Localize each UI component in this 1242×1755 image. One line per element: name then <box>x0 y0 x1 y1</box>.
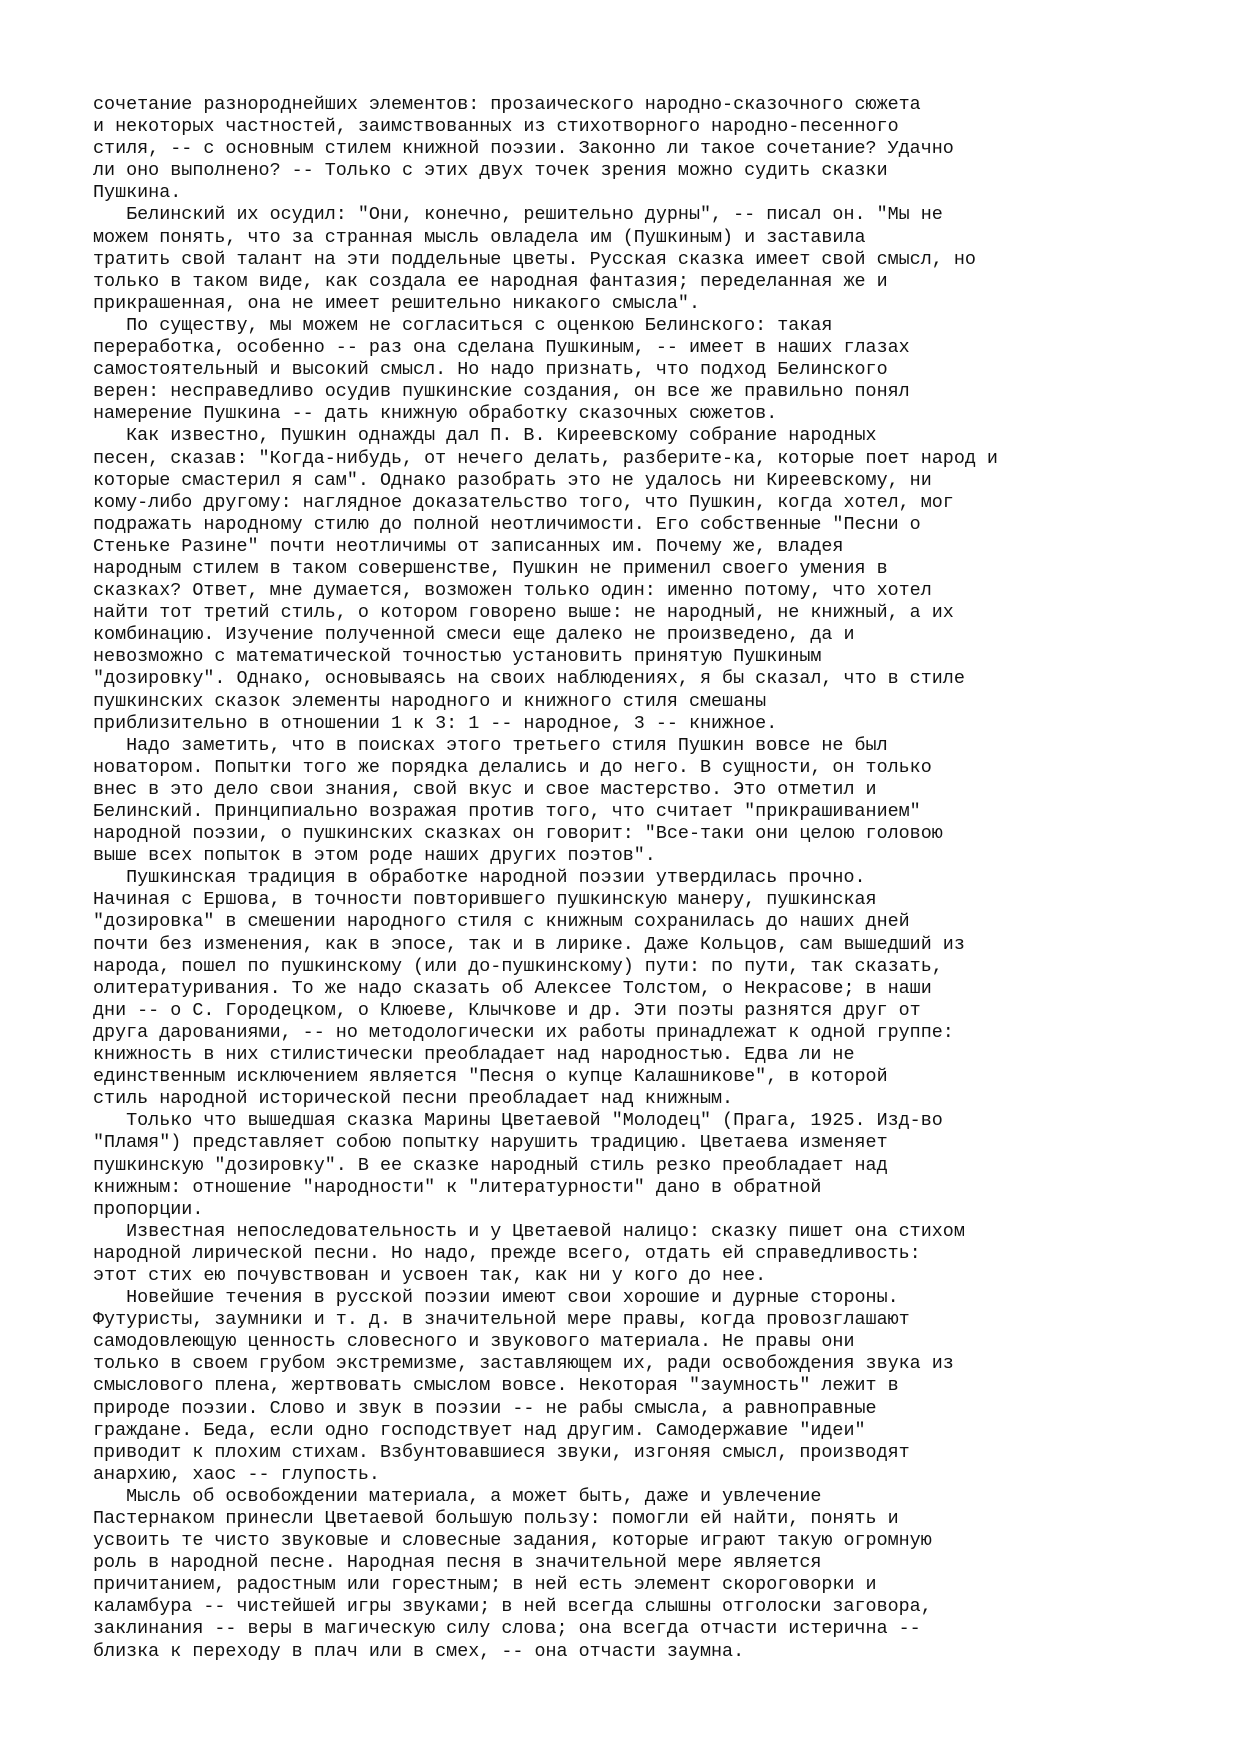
text-line: книжность в них стилистически преобладает над народностью. Едва ли не <box>93 1044 855 1066</box>
text-line: прикрашенная, она не имеет решительно никакого смысла". <box>93 292 700 314</box>
text-line: Начиная с Ершова, в точности повторившего пушкинскую манеру, пушкинская <box>93 889 877 911</box>
text-line: только в таком виде, как создала ее народная фантазия; переделанная же и <box>93 270 888 292</box>
text-line: Надо заметить, что в поисках этого третьего стиля Пушкин вовсе не был <box>93 734 888 756</box>
text-line: внес в это дело свои знания, свой вкус и свое мастерство. Это отметил и <box>93 778 877 800</box>
text-line: только в своем грубом экстремизме, заставляющем их, ради освобождения звука из <box>93 1353 954 1375</box>
text-line: песен, сказав: "Когда-нибудь, от нечего делать, разберите-ка, которые поет народ и <box>93 447 998 469</box>
text-line: Пушкинская традиция в обработке народной поэзии утвердилась прочно. <box>93 867 866 889</box>
text-line: самодовлеющую ценность словесного и звукового материала. Не правы они <box>93 1331 855 1353</box>
text-line: каламбура -- чистейшей игры звуками; в ней всегда слышны отголоски заговора, <box>93 1596 932 1618</box>
text-line: комбинацию. Изучение полученной смеси еще далеко не произведено, да и <box>93 624 855 646</box>
text-line: тратить свой талант на эти поддельные цветы. Русская сказка имеет свой смысл, но <box>93 248 976 270</box>
text-line: народа, пошел по пушкинскому (или до-пушкинскому) пути: по пути, так сказать, <box>93 955 943 977</box>
text-line: близка к переходу в плач или в смех, -- она отчасти заумна. <box>93 1640 745 1662</box>
text-line: и некоторых частностей, заимствованных из стихотворного народно-песенного <box>93 116 899 138</box>
text-line: Футуристы, заумники и т. д. в значительной мере правы, когда провозглашают <box>93 1309 910 1331</box>
text-line: сочетание разнороднейших элементов: прозаического народно-сказочного сюжета <box>93 94 921 115</box>
text-line: ли оно выполнено? -- Только с этих двух точек зрения можно судить сказки <box>93 160 888 182</box>
text-line: единственным исключением является "Песня о купце Калашникове", в которой <box>93 1066 888 1088</box>
text-line: приводит к плохим стихам. Взбунтовавшиеся звуки, изгоняя смысл, производят <box>93 1441 910 1463</box>
text-line: пропорции. <box>93 1198 204 1220</box>
text-line: стиль народной исторической песни преобладает над книжным. <box>93 1088 734 1110</box>
text-line: народным стилем в таком совершенстве, Пушкин не применил своего умения в <box>93 557 888 579</box>
text-line: можем понять, что за странная мысль овладела им (Пушкиным) и заставила <box>93 226 866 248</box>
text-line: верен: несправедливо осудив пушкинские создания, он все же правильно понял <box>93 381 910 403</box>
text-line: Только что вышедшая сказка Марины Цветаевой "Молодец" (Прага, 1925. Изд-во <box>93 1110 943 1132</box>
text-line: Мысль об освобождении материала, а может быть, даже и увлечение <box>93 1485 822 1507</box>
text-line: почти без изменения, как в эпосе, так и в лирике. Даже Кольцов, сам вышедший из <box>93 933 965 955</box>
text-line: олитературивания. То же надо сказать об Алексее Толстом, о Некрасове; в наши <box>93 977 932 999</box>
text-line: переработка, особенно -- раз она сделана Пушкиным, -- имеет в наших глазах <box>93 337 910 359</box>
text-line: сказках? Ответ, мне думается, возможен только один: именно потому, что хотел <box>93 580 932 602</box>
text-line: Новейшие течения в русской поэзии имеют свои хорошие и дурные стороны. <box>93 1287 899 1309</box>
text-line: народной поэзии, о пушкинских сказках он говорит: "Все-таки они целою головою <box>93 823 943 845</box>
text-line: друга дарованиями, -- но методологически их работы принадлежат к одной группе: <box>93 1021 954 1043</box>
text-line: народной лирической песни. Но надо, прежде всего, отдать ей справедливость: <box>93 1242 921 1264</box>
text-line: намерение Пушкина -- дать книжную обработку сказочных сюжетов. <box>93 403 778 425</box>
text-line: Белинский их осудил: "Они, конечно, решительно дурны", -- писал он. "Мы не <box>93 204 943 226</box>
text-line: заклинания -- веры в магическую силу слова; она всегда отчасти истерична -- <box>93 1618 921 1640</box>
text-line: Как известно, Пушкин однажды дал П. В. Киреевскому собрание народных <box>93 425 877 447</box>
text-line: новатором. Попытки того же порядка делались и до него. В сущности, он только <box>93 756 932 778</box>
text-line: Пастернаком принесли Цветаевой большую пользу: помогли ей найти, понять и <box>93 1508 899 1529</box>
text-line: невозможно с математической точностью установить принятую Пушкиным <box>93 646 822 668</box>
text-line: приблизительно в отношении 1 к 3: 1 -- народное, 3 -- книжное. <box>93 712 778 734</box>
text-line: пушкинских сказок элементы народного и книжного стиля смешаны <box>93 690 767 712</box>
document-page <box>93 94 1223 1663</box>
text-line: кому-либо другому: наглядное доказательство того, что Пушкин, когда хотел, мог <box>93 491 954 513</box>
text-line: "Пламя") представляет собою попытку нарушить традицию. Цветаева изменяет <box>93 1132 888 1154</box>
text-line: самостоятельный и высокий смысл. Но надо признать, что подход Белинского <box>93 359 888 381</box>
text-line: смыслового плена, жертвовать смыслом вовсе. Некоторая "заумность" лежит в <box>93 1375 899 1397</box>
text-line: стиля, -- с основным стилем книжной поэзии. Законно ли такое сочетание? Удачно <box>93 138 954 160</box>
text-line: дни -- о С. Городецком, о Клюеве, Клычкове и др. Эти поэты разнятся друг от <box>93 999 921 1021</box>
text-line: природе поэзии. Слово и звук в поэзии -- не рабы смысла, а равноправные <box>93 1397 877 1419</box>
text-line: пушкинскую "дозировку". В ее сказке народный стиль резко преобладает над <box>93 1154 888 1176</box>
text-line: Белинский. Принципиально возражая против того, что считает "прикрашиванием" <box>93 801 921 822</box>
text-line: граждане. Беда, если одно господствует над другим. Самодержавие "идеи" <box>93 1419 866 1441</box>
text-line: усвоить те чисто звуковые и словесные задания, которые играют такую огромную <box>93 1530 932 1552</box>
text-line: анархию, хаос -- глупость. <box>93 1463 380 1485</box>
text-line: выше всех попыток в этом роде наших других поэтов". <box>93 845 656 867</box>
text-line: "дозировка" в смешении народного стиля с книжным сохранилась до наших дней <box>93 911 910 933</box>
text-line: роль в народной песне. Народная песня в значительной мере является <box>93 1552 822 1574</box>
text-line: книжным: отношение "народности" к "литературности" дано в обратной <box>93 1176 822 1198</box>
text-line: Известная непоследовательность и у Цветаевой налицо: сказку пишет она стихом <box>93 1220 965 1242</box>
text-line: этот стих ею почувствован и усвоен так, как ни у кого до нее. <box>93 1264 767 1286</box>
text-line: Стеньке Разине" почти неотличимы от записанных им. Почему же, владея <box>93 535 844 557</box>
text-line: причитанием, радостным или горестным; в ней есть элемент скороговорки и <box>93 1574 877 1596</box>
text-line: найти тот третий стиль, о котором говорено выше: не народный, не книжный, а их <box>93 602 954 624</box>
text-line: Пушкина. <box>93 182 182 204</box>
text-line: "дозировку". Однако, основываясь на своих наблюдениях, я бы сказал, что в стиле <box>93 668 965 690</box>
text-line: подражать народному стилю до полной неотличимости. Его собственные "Песни о <box>93 513 921 535</box>
text-line: По существу, мы можем не согласиться с оценкою Белинского: такая <box>93 314 833 336</box>
text-line: которые смастерил я сам". Однако разобрать это не удалось ни Киреевскому, ни <box>93 469 932 491</box>
